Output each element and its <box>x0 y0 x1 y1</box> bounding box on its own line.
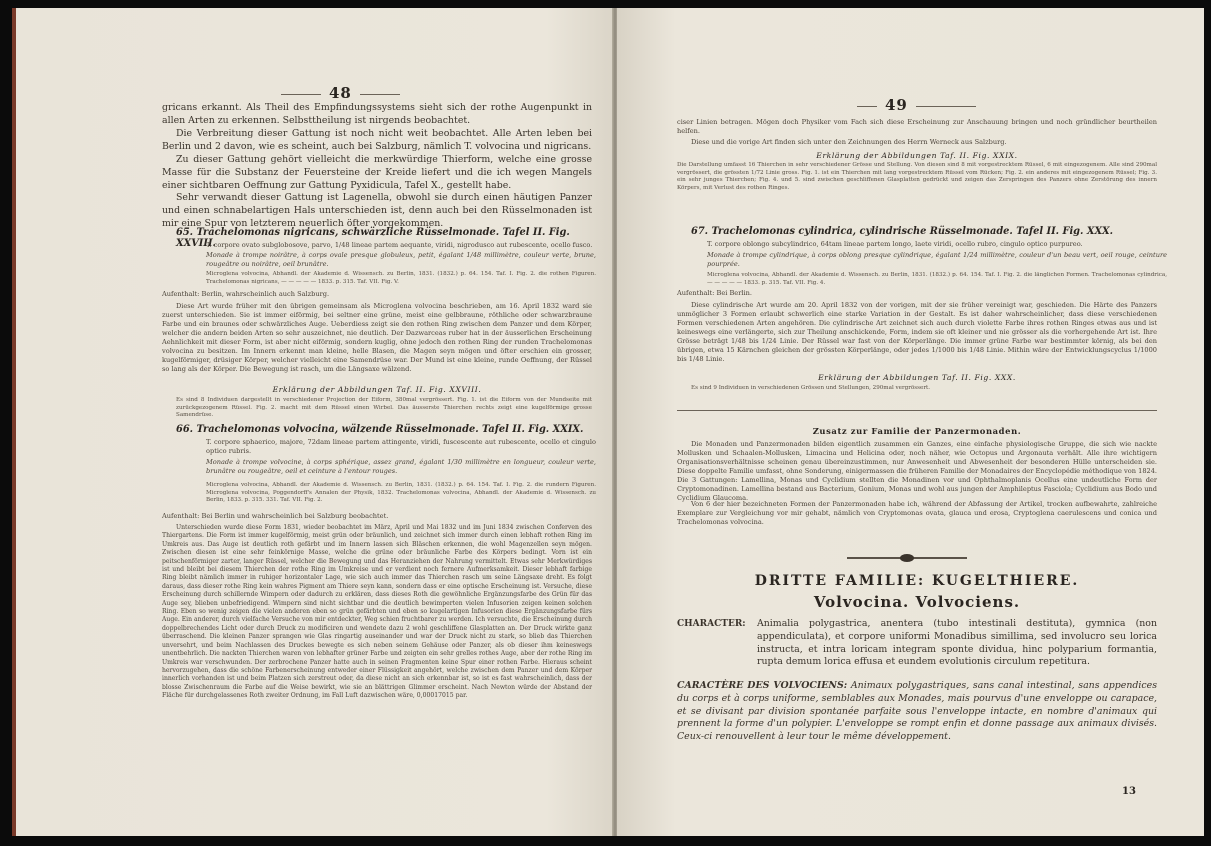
intro-paragraph-2: Die Verbreitung dieser Gattung ist noch nicht weit beobachtet. Alle Arten leben bei Berlin und 2 davon, wie es scheint, auch bei Salzburg, nämlich T. volvocina und nigricans. <box>162 128 592 152</box>
section-65-references: Microglena volvocina, Abhandl. der Akademie d. Wissensch. zu Berlin, 1831. (1832.) p. 64. 154. Taf. I. Fig. 2. die rothen Figuren. Trachelomonas nigricans, — — — — — 1833. p. 315. Taf. VII. Fig. V. <box>206 271 596 285</box>
section-66-latin: T. corpore sphaerico, majore, 72dam lineae partem attingente, viridi, fuscescente aut rubescente, ocello et cingulo optico rubris. <box>206 438 596 455</box>
continuation-text-2: Diese und die vorige Art finden sich unter den Zeichnungen des Herrn Werneck aus Salzburg. <box>691 138 1007 146</box>
character-text: Animalia polygastrica, anentera (tubo intestinali destituta), gymnica (non appendiculata), et corpore uniformi Monadibus simillima, sed involucro seu lorica instructa, et intra loricam integram sponte dividua, hinc polyparium formantia, rupta demum lorica effusa et eundem evolutionis circulum repetitura. <box>757 618 1157 668</box>
section-67-body: Diese cylindrische Art wurde am 20. April 1832 von der vorigen, mit der sie früher vereinigt war, geschieden. Die Härte des Panzers unmöglicher 3 Formen erlaubt schwerlich eine starke Variation in der Gestalt. Es ist daher wahrscheinlicher, dass diese verschiedenen Formen verschiedenen Arten angehören. Die cylindrische Art zeichnet sich auch durch violette Farbe ihres rothen Ringes etwas aus und ist keineswegs eine verlängerte, sich zur Theilung anschickende, Form, indem sie oft kleiner und nie grösser als die vorhergehende Art ist. Ihre Grösse beträgt 1/48 bis 1/24 Linie. Der Rüssel war fast von der Körperlänge. Die immer grüne Farbe war bestimmter körnig, als bei den übrigen, etwa 15 Kärnchen gleichen der grössten Körperlänge, oder jedes 1/1000 bis 1/48 Linie. Mithin wäre der Entwicklungscyclus 1/1000 bis 1/48 Linie. <box>677 301 1157 363</box>
section-66-title: 66. Trachelomonas volvocina, wälzende Rüsselmonade. Tafel II. Fig. XXIX. <box>176 424 584 435</box>
section-65-explanation: Es sind 8 Individuen dargestellt in verschiedener Projection der Eiform, 380mal vergrössert. Fig. 1. ist die Eiform von der Mundseite mit zurückgezogenem Rüssel. Fig. 2. macht mit dem Rüssel einen Wirbel. Das äusserste Thierchen rechts zeigt eine kugelförmige grosse Samendrüse. <box>176 397 592 419</box>
section-66-habitat: Aufenthalt: Bei Berlin und wahrscheinlich bei Salzburg beobachtet. <box>162 512 389 520</box>
section-67-latin: T. corpore oblongo subcylindrico, 64tam lineae partem longo, laete viridi, ocello rubro, cingulo optico purpureo. <box>707 240 1083 248</box>
supplement-body: Die Monaden und Panzermonaden bilden eigentlich zusammen ein Ganzes, eine einfache physiologische Gruppe, die sich wie nackte Mollusken und Schaalen-Mollusken, Limacina und Helicina oder, noch näher, wie Octopus und Argonauta verhält. Alle ihre wichtigern Organisationsverhältnisse scheinen genau übereinzustimmen, nur Anwesenheit und Abwesenheit der besonderen Hülle unterscheiden sie. Diese doppelte Familie umfasst, ohne Sonderung, einigermassen die früheren Familie der Monadaires der Encyclopédie méthodique von 1824. Die 3 Gattungen: Lamellina, Monas und Cyclidium stellten die Monadinen vor und Ophthalmoplanis Ocellus eine undeutliche Form der Cryptomonadinen. Lamellina bestand aus Bacterium, Gonium, Monas und wohl aus jungen der Amphileptus Fasciola; Cyclidium aus Bodo und Cyclidium Glaucoma. <box>677 440 1157 502</box>
section-66-french: Monade à trompe volvocine, à corps sphérique, assez grand, égalant 1/30 millimètre en longueur, couleur verte, brunâtre ou rougeâtre, oeil et ceinture à l'entour rouges. <box>206 458 596 475</box>
family-heading: DRITTE FAMILIE: KUGELTHIERE. <box>754 573 1080 589</box>
page-number-left: 48 <box>281 84 400 102</box>
ornament-divider <box>847 553 967 563</box>
section-65-habitat: Aufenthalt: Berlin, wahrscheinlich auch Salzburg. <box>162 290 330 298</box>
section-67-french: Monade à trompe cylindrique, à corps oblong presque cylindrique, égalant 1/24 millimètre, couleur d'un beau vert, oeil rouge, ceinture pourprée. <box>707 251 1167 268</box>
section-65-latin: T. corpore ovato subglobosove, parvo, 1/48 lineae partem aequante, viridi, nigrodusco aut rubescente, ocello fusco. <box>206 241 593 249</box>
left-page <box>12 8 619 836</box>
intro-paragraph-3: Zu dieser Gattung gehört vielleicht die merkwürdige Thierform, welche eine grosse Masse für die Substanz der Feuersteine der Kreide liefert und die ich wegen Mangels einer sichtbaren Oeffnung zur Gattung Pyxidicula, Tafel X., gestellt habe. <box>162 154 592 191</box>
page-number-right: 49 <box>857 96 976 114</box>
section-65-title: 65. Trachelomonas nigricans, schwärzliche Rüsselmonade. Tafel II. Fig. XXVIII. <box>176 227 570 249</box>
section-67-references: Microglena volvocina, Abhandl. der Akademie d. Wissensch. zu Berlin, 1831. (1832.) p. 64. 154. Taf. I. Fig. 2. die länglichen Formen. Trachelomonas cylindrica, — — — — — 1833. p. 315. Taf. VII. Fig. 4. <box>707 272 1167 286</box>
continuation-text: ciser Linien betragen. Mögen doch Physiker vom Fach sich diese Erscheinung zur Anschauung bringen und noch gründlicher beurtheilen helfen. <box>677 118 1157 135</box>
section-65-explanation-title: Erklärung der Abbildungen Taf. II. Fig. XXVIII. <box>272 385 482 394</box>
section-67-explanation-title: Erklärung der Abbildungen Taf. II. Fig. XXX. <box>818 373 1016 382</box>
intro-paragraph-4: Sehr verwandt dieser Gattung ist Lagenella, obwohl sie durch einen häutigen Panzer und einen schnabelartigen Hals unterschieden ist, denn auch bei den Rüsselmonaden ist mir eine Spur von letzterem neuerlich öfter vorgekommen. <box>162 192 592 229</box>
character-label: CHARACTER: <box>677 619 746 629</box>
signature-mark: 13 <box>1122 786 1136 797</box>
section-65-body: Diese Art wurde früher mit den übrigen gemeinsam als Microglena volvocina beschrieben, am 16. April 1832 ward sie zuerst unterschieden. Sie ist immer eiförmig, bei seltner eine grüne, meist eine gelbbraune, röthliche oder schwarzbraune Farbe und ein braunes oder schwärzliches Auge. Ueberdiess zeigt sie den rothen Ring zwischen dem Panzer und dem Körper, welcher die andern beiden Arten so sehr auszeichnet, nie deutlich. Der Dazwarceas ruber hat in der äusserlichen Erscheinung Aehnlichkeit mit dieser Form, ist aber nicht eiförmig, sondern kuglig, ohne jedoch den rothen Ring der runden Trachelomonas volvocina zu besitzen. Im Innern erkennt man kleine, helle Blasen, die Magen seyn mögen und öfter erschien ein grosser, kugelförmiger, drüsiger Körper, welcher vielleicht eine Samendrüse war. Der Mund ist eine kleine, runde Oeffnung, der Rüssel so lang als der Körper. Die Bewegung ist rasch, um die Längsaxe wälzend. <box>162 302 592 373</box>
caractere-text <box>677 680 1157 744</box>
caractere-label: CARACTÈRE DES VOLVOCIENS: <box>677 680 848 691</box>
section-66-explanation-title: Erklärung der Abbildungen Taf. II. Fig. XXIX. <box>816 151 1018 160</box>
intro-paragraph: gricans erkannt. Als Theil des Empfindungssystems sieht sich der rothe Augenpunkt in allen Arten zu erkennen. Selbsttheilung ist nirgends beobachtet. <box>162 102 592 126</box>
supplement-body-2: Von 6 der hier bezeichneten Formen der Panzermonaden habe ich, während der Abfassung der Artikel, trocken aufbewahrte, zahlreiche Exemplare zur Vergleichung vor mir gehabt, nämlich von Cryptomonas ovata, glauca und erosa, Cryptoglena caerulescens und conica und Trachelomonas volvocina. <box>677 500 1157 526</box>
section-66-body: Unterschieden wurde diese Form 1831, wieder beobachtet im März, April und Mai 1832 und im Juni 1834 zwischen Conferven des Thiergartens. Die Form ist immer kugelförmig, meist grün oder bräunlich, und zeichnet sich immer durch einen lebhaft rothen Ring im Umkreis aus. Das Auge ist deutlich roth gefärbt und im Innern lassen sich Bläschen erkennen, die wohl Magenzellen seyn mögen. Zwischen diesen ist eine sehr feinkörnige Masse, welche die grüne oder bräunliche Farbe des Körpers bedingt. Vorn ist ein peitschenförmiger zarter, langer Rüssel, welcher die Bewegung und das Heranziehen der Nahrung vermittelt. Etwas sehr Merkwürdiges ist und bleibt bei diesem Thierchen der rothe Ring im Umkreise und er verdient noch fernere Aufmerksamkeit. Dieser lebhaft farbige Ring bleibt nämlich immer in ruhiger horizontaler Lage, wie sich auch immer das Thierchen rasch um seine Längsaxe dreht. Es folgt daraus, dass dieser rothe Ring kein wahres Pigment am Thiere seyn kann, sondern dass er eine optische Erscheinung ist. Versuche, diese Erscheinung durch schillernde Wimpern oder dadurch zu erklären, dass dieses Roth die gewöhnliche Ergänzungsfarbe des Grün für das Auge sey, blieben unbefriedigend. Wimpern sind nicht sichtbar und die deutlich bewimperten vielen Infusorien zeigen keinen solchen Ring. Eben so wenig zeigen die vielen anderen eben so grün gefärbten und eben so kugelartigen Infusorien diese Ergänzungsfarbe fürs Auge. Ein anderer, durch vielfache Versuche von mir entdeckter, Weg schien fruchtbarer zu werden. Ich versuchte, die Erscheinung durch doppelbrechendes Licht oder durch Druck zu modificiren und wendete dazu 2 wohl geschliffene Glasplatten an. Der Druck wirkte ganz überraschend. Die kleinen Panzer sprangen wie Glas ringartig auseinander und war der Druck nicht zu stark, so blieb das Thierchen unversehrt, und beim Nachlassen des Druckes bewegte es sich neben seinem Gehäuse oder Panzer, als ob dieser ihm keineswegs unentbehrlich. Die nackten Thierchen waren von lebhafter grüner Farbe und zeigten ein sehr grelles rothes Auge, aber der rothe Ring im Umkreis war verschwunden. Der zerbrochene Panzer hatte auch in seinen Fragmenten keine Spur einer rothen Farbe. Hieraus scheint hervorzugehen, dass die schöne Farbenerscheinung entweder einer Flüssigkeit angehört, welche zwischen dem Panzer und dem Körper innerlich vorhanden ist und beim Platzen sich zerstreut oder, da diese nicht an sich erkennbar ist, so ist es fast wahrscheinlich, dass der blosse Zwischenraum die Farbe auf die Weise bewirkt, wie sie an blättrigen Glimmer erscheint. Nach Newton würde der Abstand der Fläche für durchgelassenes Roth zweiter Ordnung, im Fall Luft dazwischen wäre, 0,00017015 par. <box>162 524 592 700</box>
section-66-explanation: Die Darstellung umfasst 16 Thierchen in sehr verschiedener Grösse und Stellung. Von diesen sind 8 mit vorgestrecktem Rüssel, 6 mit eingezogenem. Alle sind 290mal vergrössert, die grössten 1/72 Linie gross. Fig. 1. ist ein Thierchen mit lang vorgestrecktem Rüssel vom Rücken; Fig. 2. ein anderes mit eingezogenem Rüssel; Fig. 3. ein sehr junges Thierchen; Fig. 4. und 5. sind zwischen geschliffenen Glasplatten gedrückt und zeigen das Zerspringen des Panzers ohne Zerstörung des innern Körpers, mit Verlust des rothen Ringes. <box>677 162 1157 191</box>
supplement-title: Zusatz zur Familie der Panzermonaden. <box>812 426 1022 436</box>
divider-rule <box>677 410 1157 411</box>
section-65-french: Monade à trompe noirâtre, à corps ovale presque globuleux, petit, égalant 1/48 millimètre, couleur verte, brune, rougeâtre ou noirâtre, oeil brunâtre. <box>206 251 596 268</box>
caractere-body: Animaux polygastriques, sans canal intestinal, sans appendices du corps et à corps uniforme, semblables aux Monades, mais pourvus d'une enveloppe ou carapace, et se divisant par division spontanée parfaite sous l'enveloppe intacte, en nombre d'animaux qui prennent la forme d'un polypier. L'enveloppe se rompt enfin et donne passage aux animaux divisés. Ceux-ci renouvellent à leur tour le même développement. <box>677 680 1157 743</box>
section-66-references: Microglena volvocina, Abhandl. der Akademie d. Wissensch. zu Berlin, 1831. (1832.) p. 64. 154. Taf. I. Fig. 2. die rundern Figuren. Microglena volvocina, Poggendorff's Annalen der Physik, 1832. Trachelomonas volvocina, Abhandl. der Akademie d. Wissensch. zu Berlin, 1833. p. 315. 331. Taf. VII. Fig. 2. <box>206 482 596 504</box>
section-67-explanation: Es sind 9 Individuen in verschiedenen Grössen und Stellungen, 290mal vergrössert. <box>691 385 931 391</box>
section-67-title: 67. Trachelomonas cylindrica, cylindrische Rüsselmonade. Tafel II. Fig. XXX. <box>691 226 1114 237</box>
section-67-habitat: Aufenthalt: Bei Berlin. <box>677 289 752 297</box>
family-latin-name: Volvocina. Volvociens. <box>813 593 1021 611</box>
right-page <box>617 8 1204 836</box>
